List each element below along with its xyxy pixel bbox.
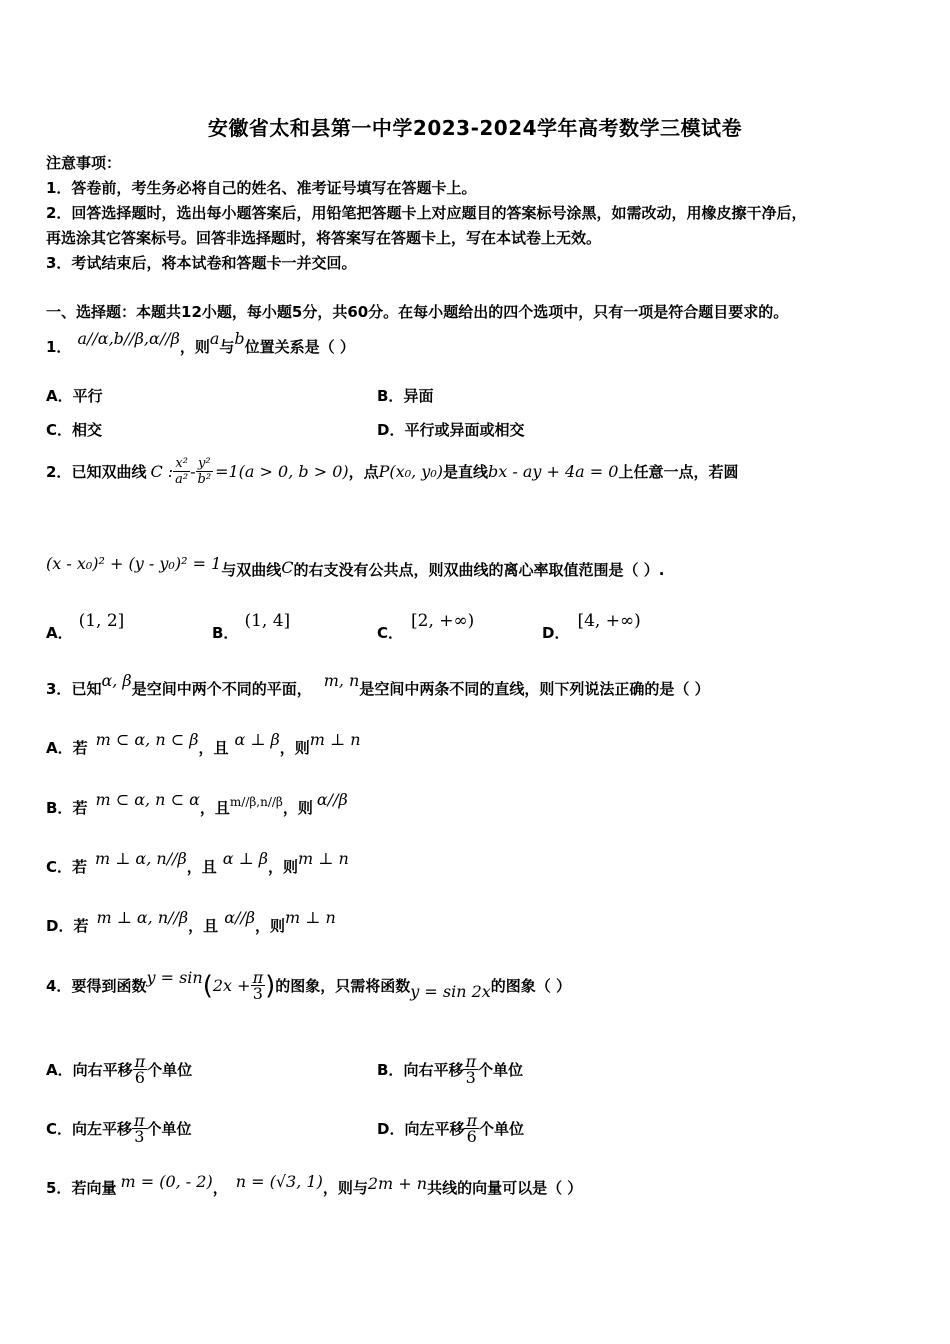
q2-text: 与双曲线 [221, 561, 282, 579]
q1-var-b: b [234, 329, 245, 348]
option-a[interactable] [46, 610, 125, 642]
q3-planes: α, β [101, 671, 132, 690]
question-number: 4． [46, 977, 72, 995]
option-text: (1, 4] [244, 610, 291, 631]
page-title: 安徽省太和县第一中学2023-2024学年高考数学三模试卷 [207, 116, 743, 140]
q1-text: 位置关系是（ ） [244, 338, 355, 356]
numerator: π [134, 1111, 145, 1130]
q4-text: 要得到函数 [71, 977, 147, 995]
option-text: 个单位 [147, 1061, 193, 1079]
option-label: D． [377, 1120, 405, 1138]
question-2 [46, 456, 738, 487]
fraction [133, 1054, 148, 1085]
fraction-pi-3 [251, 970, 266, 1001]
option-text: ，且 [199, 799, 230, 817]
option-b[interactable] [377, 1054, 523, 1085]
numerator: x² [173, 456, 190, 472]
option-a[interactable] [46, 385, 103, 406]
numerator: π [466, 1111, 477, 1130]
option-a[interactable] [46, 1054, 192, 1085]
notice-item: 2．回答选择题时，选出每小题答案后，用铅笔把答题卡上对应题目的答案标号涂黑，如需改动，用橡皮擦干净后， [46, 204, 807, 222]
question-number: 2． [46, 463, 72, 481]
option-text: (1, 2] [78, 610, 125, 631]
option-b[interactable] [46, 790, 348, 818]
option-label: B． [377, 387, 404, 405]
option-math: m ⊂ α, n ⊂ α [95, 790, 200, 809]
question-3 [46, 671, 710, 699]
q2-text: 上任意一点，若圆 [618, 463, 739, 481]
denominator: 3 [252, 984, 263, 1003]
q5-expr: 2m + n [367, 1174, 428, 1193]
option-text: [4, +∞) [577, 610, 641, 631]
option-text: 若 [72, 739, 88, 757]
option-text: ，且 [188, 917, 219, 935]
option-label: C． [46, 1120, 73, 1138]
denominator: 3 [465, 1068, 476, 1087]
option-label: D． [46, 917, 74, 935]
option-b[interactable] [212, 610, 291, 642]
q2-text: 已知双曲线 [71, 463, 147, 481]
option-math: m//β,n//β [229, 794, 283, 809]
option-math: m ⊥ n [309, 730, 361, 749]
q3-text: 已知 [71, 680, 102, 698]
question-number: 5． [46, 1179, 72, 1197]
minus-sign: - [190, 462, 196, 481]
notice-item: 1．答卷前，考生务必将自己的姓名、准考证号填写在答题卡上。 [46, 179, 477, 197]
option-label: C． [46, 421, 73, 439]
option-text: 个单位 [478, 1120, 524, 1138]
q5-vector-m: m = (0, - 2) [120, 1172, 213, 1191]
q1-text: 与 [219, 338, 235, 356]
q4-func: y = sin 2x [410, 982, 491, 1001]
option-text: 个单位 [477, 1061, 523, 1079]
q5-text: 若向量 [71, 1179, 117, 1197]
question-1 [46, 329, 355, 357]
q2-text: 是直线 [442, 463, 488, 481]
option-text: ，则 [282, 799, 313, 817]
option-text: 向右平移 [403, 1061, 464, 1079]
q2-line: bx - ay + 4a = 0 [487, 462, 619, 481]
q2-text: 的右支没有公共点，则双曲线的离心率取值范围是（ ）. [293, 561, 665, 579]
option-math: α//β [316, 790, 348, 809]
section-heading: 一、选择题：本题共12小题，每小题5分，共60分。在每小题给出的四个选项中，只有一项是符合题目要求的。 [46, 303, 789, 321]
option-label: B． [377, 1061, 404, 1079]
option-d[interactable] [377, 419, 524, 440]
option-c[interactable] [377, 610, 475, 642]
q1-condition: a//α,b//β,α//β [77, 329, 180, 348]
question-5 [46, 1172, 583, 1198]
q2-curve: C : [150, 462, 174, 481]
fraction [132, 1113, 147, 1144]
option-b[interactable] [377, 385, 433, 406]
option-math: m ⊥ α, n//β [95, 849, 187, 868]
numerator: π [252, 968, 264, 987]
option-label: B． [46, 799, 73, 817]
option-text: 若 [73, 917, 89, 935]
q4-func: y = sin [146, 968, 203, 987]
q3-text: 是空间中两个不同的平面， [131, 680, 312, 698]
fraction-y2-b2 [196, 456, 214, 487]
option-c[interactable] [46, 419, 102, 440]
option-d[interactable] [46, 908, 336, 936]
numerator: π [465, 1052, 476, 1071]
question-number: 3． [46, 680, 72, 698]
q2-condition: =1(a > 0, b > 0) [215, 462, 349, 481]
notice-item: 再选涂其它答案标号。回答非选择题时，将答案写在答题卡上，写在本试卷上无效。 [46, 229, 602, 247]
option-text: ，且 [198, 739, 229, 757]
q5-text: 共线的向量可以是（ ） [427, 1179, 583, 1197]
q2-text: ，点 [348, 463, 379, 481]
option-math: m ⊂ α, n ⊂ β [95, 730, 199, 749]
option-text: 向左平移 [404, 1120, 465, 1138]
option-label: A． [46, 387, 73, 405]
option-label: D． [542, 624, 570, 642]
question-2-cont [46, 554, 665, 580]
fraction-x2-a2 [173, 456, 190, 487]
denominator: 6 [466, 1127, 477, 1146]
option-text: 若 [72, 858, 88, 876]
option-text: 向右平移 [72, 1061, 133, 1079]
option-math: m ⊥ n [285, 908, 336, 927]
q4-func: 2x + [212, 976, 251, 995]
option-text: 向左平移 [72, 1120, 133, 1138]
option-d[interactable] [542, 610, 641, 642]
option-text: 异面 [403, 387, 434, 405]
denominator: 3 [134, 1127, 145, 1146]
option-text: 个单位 [146, 1120, 192, 1138]
option-text: ，且 [186, 858, 217, 876]
paren-close: ) [265, 970, 276, 1001]
option-math: m ⊥ n [298, 849, 349, 868]
option-label: A． [46, 624, 73, 642]
option-text: 若 [72, 799, 88, 817]
numerator: y² [196, 456, 214, 472]
q1-text: ，则 [179, 338, 210, 356]
q5-text: ，则与 [322, 1179, 368, 1197]
option-text: ，则 [279, 739, 310, 757]
q5-text: ， [212, 1179, 228, 1197]
option-math: α ⊥ β [234, 730, 280, 749]
q2-circle: (x - x₀)² + (y - y₀)² = 1 [46, 554, 222, 573]
option-label: C． [377, 624, 404, 642]
option-label: C． [46, 858, 73, 876]
denominator: a² [175, 472, 189, 487]
q4-text: 的图象，只需将函数 [275, 977, 411, 995]
denominator: 6 [134, 1068, 145, 1087]
option-c[interactable] [46, 1113, 192, 1144]
q1-var-a: a [209, 329, 220, 348]
option-text: [2, +∞) [411, 610, 475, 631]
q4-text: 的图象（ ） [490, 977, 572, 995]
notice-heading: 注意事项： [46, 154, 122, 172]
paren-open: ( [202, 970, 213, 1001]
q5-vector-n: n = (√3, 1) [235, 1172, 323, 1191]
q3-text: 是空间中两条不同的直线，则下列说法正确的是（ ） [359, 680, 710, 698]
notice-item: 3．考试结束后，将本试卷和答题卡一并交回。 [46, 254, 357, 272]
option-label: D． [377, 421, 405, 439]
option-text: ，则 [255, 917, 286, 935]
q3-lines: m, n [323, 671, 360, 690]
q2-curve-name: C [281, 558, 294, 577]
fraction [464, 1113, 479, 1144]
question-4 [46, 970, 571, 1001]
fraction [463, 1054, 478, 1085]
option-a[interactable] [46, 730, 361, 758]
option-d[interactable] [377, 1113, 524, 1144]
option-text: ，则 [268, 858, 299, 876]
option-math: α//β [224, 908, 256, 927]
question-number: 1． [46, 338, 72, 356]
option-text: 平行 [72, 387, 103, 405]
option-label: A． [46, 1061, 73, 1079]
option-text: 相交 [72, 421, 103, 439]
option-math: m ⊥ α, n//β [96, 908, 189, 927]
option-math: α ⊥ β [222, 849, 269, 868]
option-label: B． [212, 624, 239, 642]
denominator: b² [197, 472, 212, 487]
q2-point: P(x₀, y₀) [378, 462, 443, 481]
option-label: A． [46, 739, 73, 757]
option-text: 平行或异面或相交 [404, 421, 525, 439]
option-c[interactable] [46, 849, 349, 877]
numerator: π [134, 1052, 146, 1071]
